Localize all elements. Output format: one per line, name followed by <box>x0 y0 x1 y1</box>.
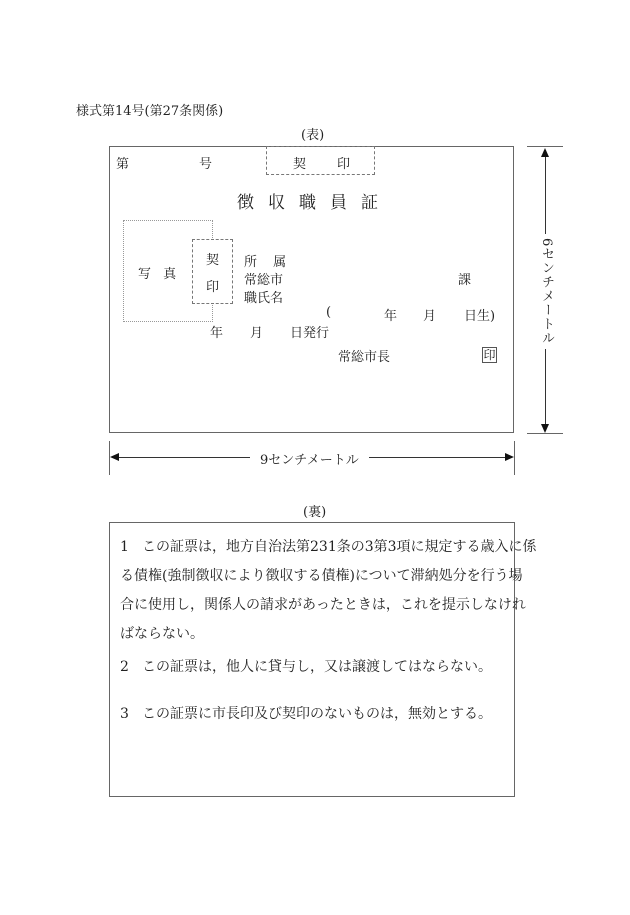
back-item-3 <box>118 700 510 729</box>
arrow-left-icon <box>110 453 119 461</box>
issue-day-label: 日発行 <box>290 326 330 341</box>
seal-top-char2: 印 <box>337 157 351 172</box>
arrow-up-icon <box>541 148 549 157</box>
arrow-right-icon <box>505 453 514 461</box>
front-card <box>109 146 514 433</box>
mayor-label: 常総市長 <box>338 350 391 365</box>
seal-side-box <box>192 239 233 304</box>
mayor-seal-icon: 印 <box>483 348 496 362</box>
number-prefix: 第 <box>116 157 130 172</box>
back-item-1 <box>118 533 537 649</box>
back-item-2-text: この証票は，他人に貸与し，又は譲渡してはならない。 <box>142 659 492 675</box>
number-suffix: 号 <box>199 157 213 172</box>
seal-top-box <box>266 146 375 175</box>
back-item-1-number: 1 <box>120 539 129 555</box>
seal-side-char1: 契 <box>206 253 220 268</box>
back-item-1-line-4: ばならない。 <box>120 626 204 642</box>
seal-side-char2: 印 <box>206 280 220 295</box>
width-dimension-right-tick <box>514 441 515 475</box>
birth-month-label: 月 <box>423 309 437 324</box>
photo-label: 写 真 <box>138 267 181 282</box>
back-item-1-line-3: 合に使用し，関係人の請求があったときは，これを提示しなけれ <box>120 597 526 613</box>
birth-day-label: 日生) <box>464 309 496 324</box>
back-card <box>109 522 537 797</box>
section-suffix: 課 <box>458 273 472 288</box>
back-item-1-line-2: る債権(強制徴収により徴収する債権)について滞納処分を行う場 <box>120 568 523 584</box>
issue-month-label: 月 <box>250 326 264 341</box>
back-item-1-line-1: 1 この証票は，地方自治法第231条の3第3項に規定する歳入に係 <box>118 533 510 562</box>
back-item-2-number: 2 <box>120 659 129 675</box>
front-section-label: (表) <box>301 128 325 143</box>
birth-year-label: 年 <box>384 309 398 324</box>
seal-top-char1: 契 <box>293 157 307 172</box>
back-item-3-number: 3 <box>120 706 129 722</box>
affiliation-label: 所 属 <box>244 255 293 270</box>
form-label: 様式第14号(第27条関係) <box>76 104 224 119</box>
birth-open-paren: ( <box>326 305 332 320</box>
card-title: 徴収職員証 <box>237 193 392 213</box>
height-dimension-label: 6センチメートル <box>537 234 556 349</box>
width-dimension-label: 9センチメートル <box>250 449 369 468</box>
back-item-2 <box>118 653 510 682</box>
back-item-3-text: この証票に市長印及び契印のないものは，無効とする。 <box>142 706 492 722</box>
issue-year-label: 年 <box>210 326 224 341</box>
height-dimension-bottom-tick <box>527 433 563 434</box>
back-section-label: (裏) <box>303 505 327 520</box>
arrow-down-icon <box>541 424 549 433</box>
name-label: 職氏名 <box>244 291 284 306</box>
city-label: 常総市 <box>244 273 284 288</box>
height-dimension-top-tick <box>527 146 563 147</box>
